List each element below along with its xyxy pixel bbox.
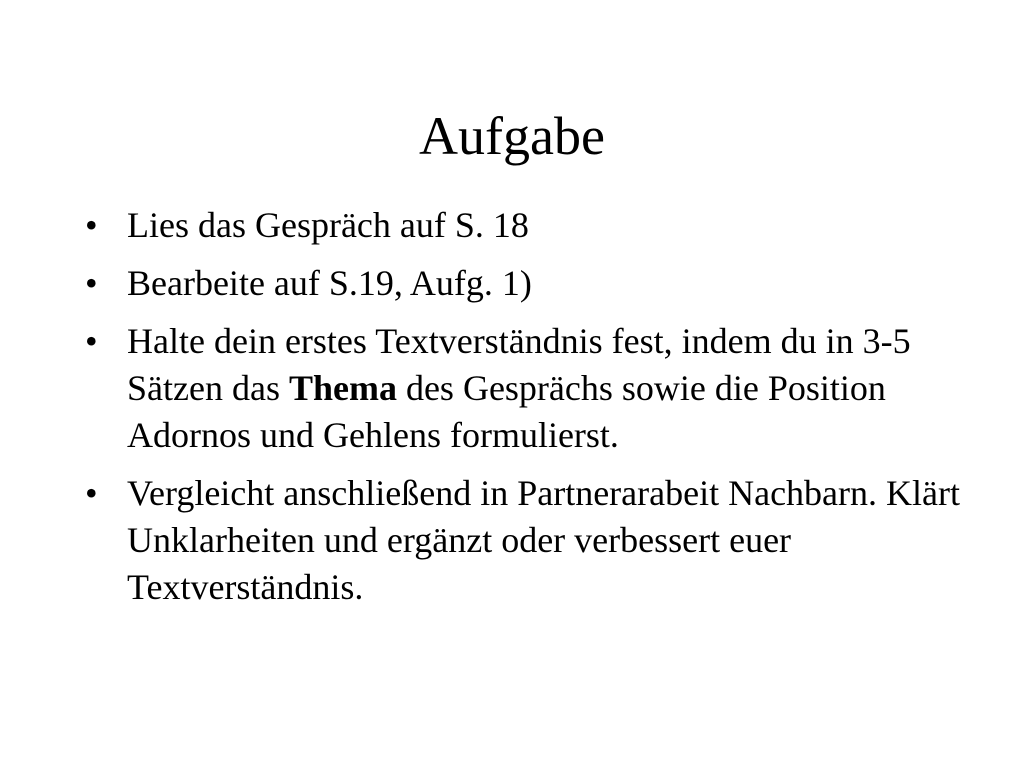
- bullet-icon: •: [85, 263, 98, 303]
- bullet-icon: •: [85, 205, 98, 245]
- bullet-item-4: [85, 470, 965, 611]
- bullet-text: Bearbeite auf S.19, Aufg. 1): [127, 263, 532, 303]
- bullet-item-2: [85, 260, 965, 307]
- bullet-icon: •: [85, 321, 98, 361]
- bullet-text-after: des Gesprächs sowie die Position Adornos und Gehlens formulierst.: [127, 368, 886, 455]
- bullet-text-before: Halte dein erstes Textverständnis fest, indem du in 3-5 Sätzen das: [127, 321, 911, 408]
- bullet-item-3: [85, 318, 965, 459]
- slide-title: Aufgabe: [419, 106, 605, 166]
- bullet-bold-term: Thema: [288, 368, 397, 408]
- bullet-text: Vergleicht anschließend in Partnerarabeit Nachbarn. Klärt Unklarheiten und ergänzt oder verbessert euer Textverständnis.: [127, 473, 960, 607]
- bullet-icon: •: [85, 473, 98, 513]
- bullet-item-1: [85, 202, 965, 249]
- bullet-list: [85, 202, 965, 622]
- bullet-text: Lies das Gespräch auf S. 18: [127, 205, 529, 245]
